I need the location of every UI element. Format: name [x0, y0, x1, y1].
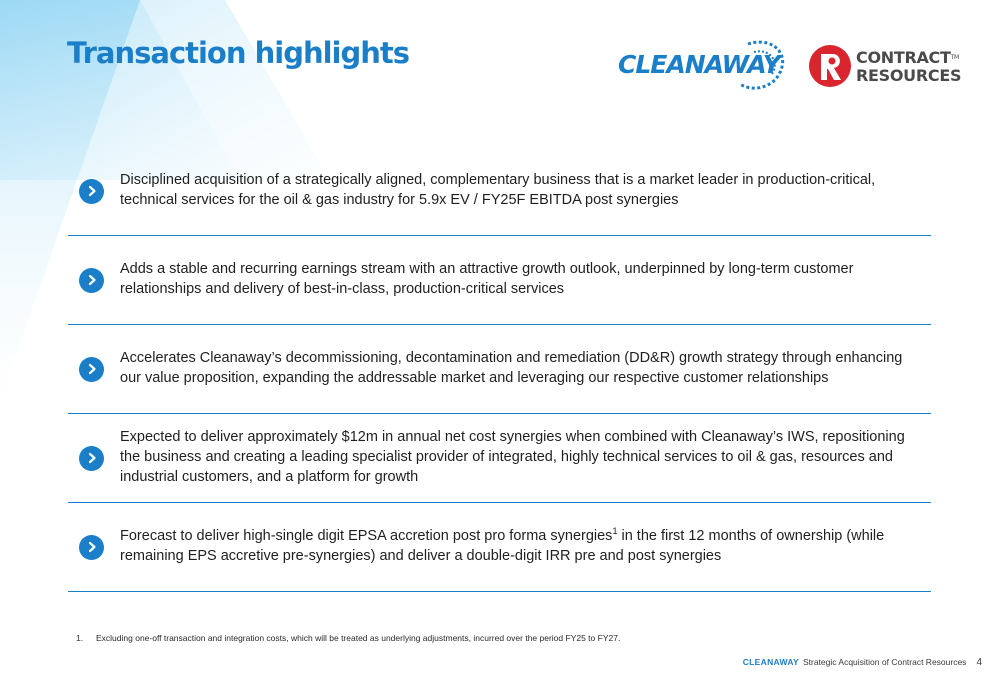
cleanaway-swirl-icon — [728, 38, 792, 92]
highlight-text: Adds a stable and recurring earnings stream with an attractive growth outlook, underpinned by long-term customer relationships and delivery of best-in-class, production-critical services — [120, 261, 854, 297]
chevron-right-icon — [79, 535, 104, 560]
contract-resources-mark-icon — [808, 42, 852, 92]
footnote-text: Excluding one-off transaction and integration costs, which will be treated as underlying adjustments, incurred over the period FY25 to FY27. — [96, 633, 621, 643]
contract-resources-logo-text: CONTRACT™ RESOURCES — [856, 48, 962, 85]
page-title: Transaction highlights — [67, 36, 410, 70]
footnote-number: 1. — [76, 633, 84, 643]
page-number: 4 — [976, 657, 982, 668]
list-item — [68, 236, 931, 325]
list-item — [68, 503, 931, 592]
cleanaway-logo-text: CLEANAWAY — [618, 50, 780, 79]
highlight-text: Disciplined acquisition of a strategically aligned, complementary business that is a market leader in production-critical, technical services for the oil & gas industry for 5.9x EV / FY25F EBITDA post synergies — [120, 172, 876, 208]
chevron-right-icon — [79, 357, 104, 382]
chevron-right-icon — [79, 179, 104, 204]
footnote — [76, 633, 620, 643]
contract-resources-logo — [808, 42, 968, 92]
footer-brand: CLEANAWAY — [742, 657, 799, 667]
cleanaway-logo — [616, 38, 792, 92]
list-item — [68, 325, 931, 414]
highlight-text: Expected to deliver approximately $12m in annual net cost synergies when combined with Cleanaway’s IWS, repositioning the business and creating a leading specialist provider of integrated, highly technical services to oil & gas, resources and industrial customers, and a platform for growth — [120, 429, 905, 485]
highlights-list — [68, 147, 931, 592]
footnote-marker: 1 — [612, 526, 618, 537]
highlight-text: Forecast to deliver high-single digit EPSA accretion post pro forma synergies$^1$ in the first 12 months of ownership (while remaining EPS accretive pre-synergies) and deliver a double-digit IRR pre and post synergies — [120, 526, 885, 564]
list-item — [68, 147, 931, 236]
page-footer — [743, 657, 982, 668]
highlight-text: Accelerates Cleanaway’s decommissioning, decontamination and remediation (DD&R) growth strategy through enhancing our value proposition, expanding the addressable market and leveraging our respective customer relationships — [120, 350, 903, 386]
chevron-right-icon — [79, 268, 104, 293]
chevron-right-icon — [79, 446, 104, 471]
list-item — [68, 414, 931, 503]
footer-title: Strategic Acquisition of Contract Resources — [802, 657, 967, 667]
